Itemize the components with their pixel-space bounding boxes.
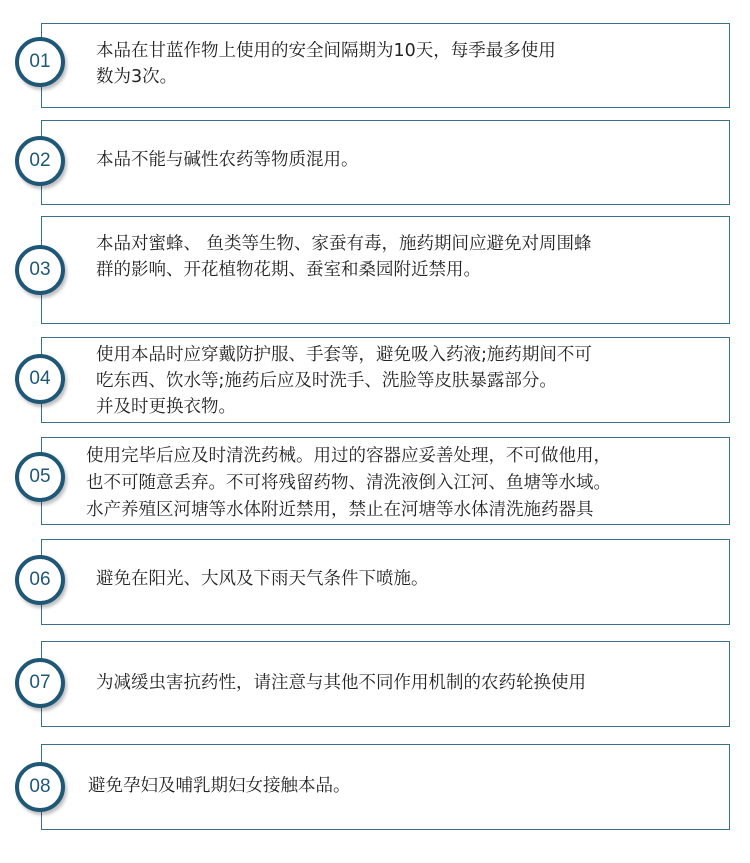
- notice-text: 使用本品时应穿戴防护服、手套等，避免吸入药液;施药期间不可 吃东西、饮水等;施药后应及时洗手、洗脸等皮肤暴露部分。 并及时更换衣物。: [96, 345, 592, 417]
- notice-text: 使用完毕后应及时清洗药械。用过的容器应妥善处理，不可做他用， 也不可随意丢弃。不可将残留药物、清洗液倒入江河、鱼塘等水域。 水产养殖区河塘等水体附近禁用，禁止在河塘等水体清洗施药器具: [86, 446, 611, 520]
- notice-text: 本品不能与碱性农药等物质混用。: [96, 150, 359, 170]
- number-label: 01: [29, 51, 51, 72]
- number-label: 04: [29, 368, 51, 389]
- number-badge: [15, 245, 65, 295]
- number-label: 05: [29, 466, 51, 487]
- notice-text: 本品对蜜蜂、 鱼类等生物、家蚕有毒，施药期间应避免对周围蜂 群的影响、开花植物花期、蚕室和桑园附近禁用。: [96, 234, 592, 280]
- number-badge: [15, 136, 65, 186]
- notice-text: 本品在甘蓝作物上使用的安全间隔期为10天，每季最多使用 数为3次。: [96, 41, 556, 87]
- number-label: 06: [29, 569, 51, 590]
- notice-text: 避免在阳光、大风及下雨天气条件下喷施。: [96, 569, 429, 589]
- number-label: 08: [29, 776, 51, 797]
- number-badge: [15, 762, 65, 812]
- number-badge: [15, 37, 65, 87]
- number-badge: [15, 555, 65, 605]
- number-badge: [15, 452, 65, 502]
- number-label: 07: [29, 672, 51, 693]
- notice-text: 为减缓虫害抗药性，请注意与其他不同作用机制的农药轮换使用: [96, 673, 586, 693]
- number-label: 02: [29, 150, 51, 171]
- number-label: 03: [29, 259, 51, 280]
- notice-text: 避免孕妇及哺乳期妇女接触本品。: [88, 776, 351, 796]
- number-badge: [15, 354, 65, 404]
- number-badge: [15, 658, 65, 708]
